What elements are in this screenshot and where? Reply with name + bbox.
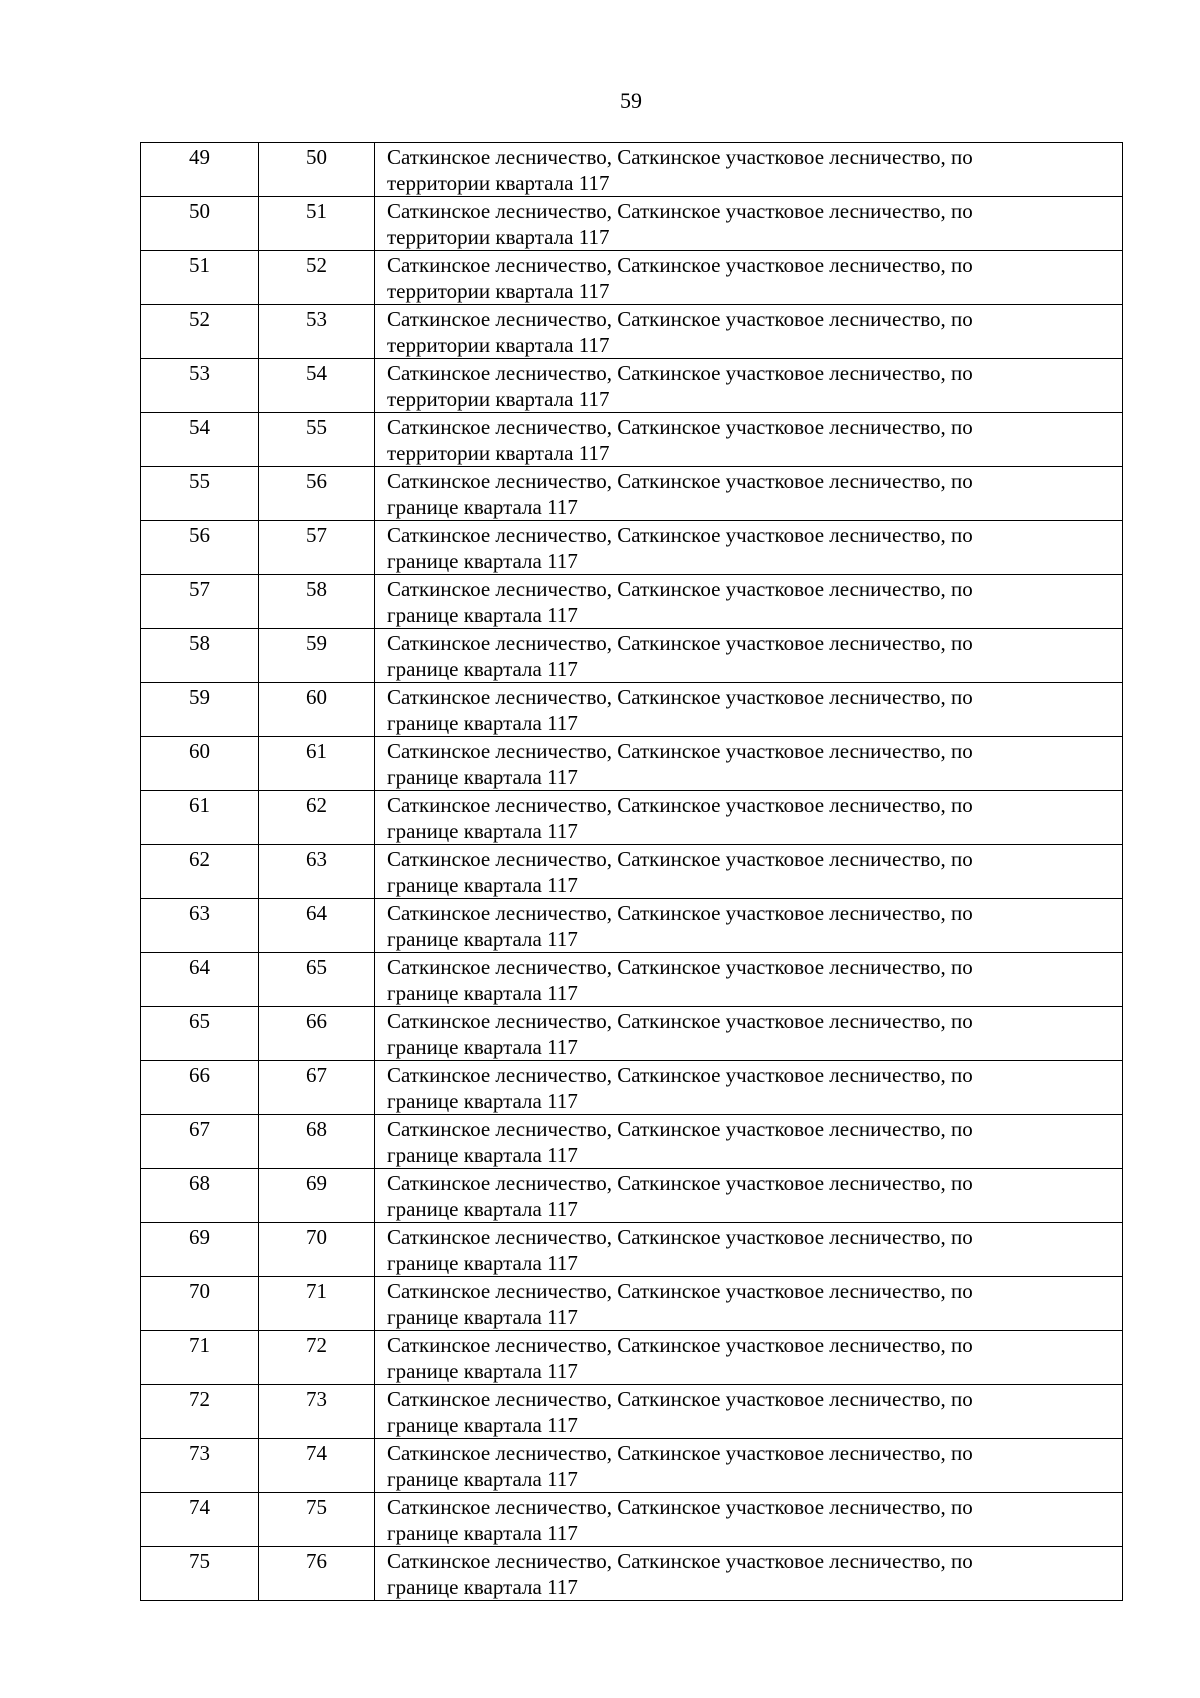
table-row <box>141 1115 1123 1169</box>
point-to-cell: 76 <box>259 1547 375 1601</box>
table-row <box>141 575 1123 629</box>
point-to-cell: 51 <box>259 197 375 251</box>
description-line-1: Саткинское лесничество, Саткинское участковое лесничество, по <box>387 415 973 439</box>
table-row <box>141 143 1123 197</box>
table-row <box>141 1547 1123 1601</box>
point-from-cell: 54 <box>141 413 259 467</box>
point-from-cell: 70 <box>141 1277 259 1331</box>
table-row <box>141 197 1123 251</box>
point-from-cell: 51 <box>141 251 259 305</box>
description-line-2: границе квартала 117 <box>387 1035 578 1059</box>
description-line-1: Саткинское лесничество, Саткинское участковое лесничество, по <box>387 145 973 169</box>
description-cell <box>375 197 1123 251</box>
description-line-1: Саткинское лесничество, Саткинское участковое лесничество, по <box>387 253 973 277</box>
description-line-1: Саткинское лесничество, Саткинское участковое лесничество, по <box>387 1495 973 1519</box>
description-line-2: границе квартала 117 <box>387 1089 578 1113</box>
point-to-cell: 71 <box>259 1277 375 1331</box>
description-line-2: границе квартала 117 <box>387 1251 578 1275</box>
boundary-table <box>140 142 1123 1601</box>
table-row <box>141 359 1123 413</box>
description-cell <box>375 1223 1123 1277</box>
point-from-cell: 58 <box>141 629 259 683</box>
description-cell <box>375 251 1123 305</box>
point-from-cell: 68 <box>141 1169 259 1223</box>
description-cell <box>375 1331 1123 1385</box>
description-line-2: границе квартала 117 <box>387 711 578 735</box>
description-line-1: Саткинское лесничество, Саткинское участковое лесничество, по <box>387 307 973 331</box>
table-row <box>141 1061 1123 1115</box>
description-cell <box>375 1385 1123 1439</box>
point-to-cell: 64 <box>259 899 375 953</box>
description-cell <box>375 1439 1123 1493</box>
description-line-2: границе квартала 117 <box>387 1359 578 1383</box>
description-line-2: границе квартала 117 <box>387 1305 578 1329</box>
table-row <box>141 1007 1123 1061</box>
description-cell <box>375 1115 1123 1169</box>
table-row <box>141 1277 1123 1331</box>
description-line-1: Саткинское лесничество, Саткинское участковое лесничество, по <box>387 847 973 871</box>
table-row <box>141 737 1123 791</box>
point-to-cell: 58 <box>259 575 375 629</box>
point-to-cell: 66 <box>259 1007 375 1061</box>
description-line-2: границе квартала 117 <box>387 1413 578 1437</box>
point-to-cell: 63 <box>259 845 375 899</box>
point-from-cell: 59 <box>141 683 259 737</box>
table-row <box>141 413 1123 467</box>
description-cell <box>375 683 1123 737</box>
description-cell <box>375 143 1123 197</box>
description-cell <box>375 1547 1123 1601</box>
description-line-2: границе квартала 117 <box>387 981 578 1005</box>
point-from-cell: 49 <box>141 143 259 197</box>
point-to-cell: 52 <box>259 251 375 305</box>
description-line-1: Саткинское лесничество, Саткинское участковое лесничество, по <box>387 1441 973 1465</box>
point-from-cell: 52 <box>141 305 259 359</box>
description-line-2: границе квартала 117 <box>387 1575 578 1599</box>
description-line-2: границе квартала 117 <box>387 603 578 627</box>
description-line-1: Саткинское лесничество, Саткинское участковое лесничество, по <box>387 1279 973 1303</box>
point-to-cell: 68 <box>259 1115 375 1169</box>
description-line-2: границе квартала 117 <box>387 657 578 681</box>
point-to-cell: 54 <box>259 359 375 413</box>
table-row <box>141 1169 1123 1223</box>
table-body <box>141 143 1123 1601</box>
point-to-cell: 72 <box>259 1331 375 1385</box>
description-line-2: границе квартала 117 <box>387 495 578 519</box>
description-line-1: Саткинское лесничество, Саткинское участковое лесничество, по <box>387 577 973 601</box>
point-to-cell: 61 <box>259 737 375 791</box>
description-line-2: границе квартала 117 <box>387 1521 578 1545</box>
description-line-1: Саткинское лесничество, Саткинское участковое лесничество, по <box>387 1117 973 1141</box>
description-line-1: Саткинское лесничество, Саткинское участковое лесничество, по <box>387 1009 973 1033</box>
description-line-1: Саткинское лесничество, Саткинское участковое лесничество, по <box>387 739 973 763</box>
point-to-cell: 65 <box>259 953 375 1007</box>
point-from-cell: 69 <box>141 1223 259 1277</box>
description-line-2: территории квартала 117 <box>387 225 610 249</box>
description-cell <box>375 953 1123 1007</box>
point-to-cell: 73 <box>259 1385 375 1439</box>
description-line-1: Саткинское лесничество, Саткинское участковое лесничество, по <box>387 1225 973 1249</box>
description-line-1: Саткинское лесничество, Саткинское участковое лесничество, по <box>387 685 973 709</box>
description-line-2: территории квартала 117 <box>387 333 610 357</box>
description-cell <box>375 1493 1123 1547</box>
point-from-cell: 60 <box>141 737 259 791</box>
point-from-cell: 63 <box>141 899 259 953</box>
table-row <box>141 1385 1123 1439</box>
description-line-1: Саткинское лесничество, Саткинское участковое лесничество, по <box>387 1063 973 1087</box>
point-to-cell: 74 <box>259 1439 375 1493</box>
point-to-cell: 53 <box>259 305 375 359</box>
description-cell <box>375 1277 1123 1331</box>
description-line-2: территории квартала 117 <box>387 171 610 195</box>
table-row <box>141 899 1123 953</box>
point-to-cell: 70 <box>259 1223 375 1277</box>
point-from-cell: 75 <box>141 1547 259 1601</box>
description-line-2: территории квартала 117 <box>387 387 610 411</box>
point-from-cell: 66 <box>141 1061 259 1115</box>
table-row <box>141 953 1123 1007</box>
description-cell <box>375 521 1123 575</box>
point-from-cell: 71 <box>141 1331 259 1385</box>
description-line-1: Саткинское лесничество, Саткинское участковое лесничество, по <box>387 469 973 493</box>
description-line-1: Саткинское лесничество, Саткинское участковое лесничество, по <box>387 199 973 223</box>
description-line-1: Саткинское лесничество, Саткинское участковое лесничество, по <box>387 1333 973 1357</box>
table-row <box>141 629 1123 683</box>
description-cell <box>375 845 1123 899</box>
point-to-cell: 67 <box>259 1061 375 1115</box>
description-line-1: Саткинское лесничество, Саткинское участковое лесничество, по <box>387 361 973 385</box>
point-from-cell: 65 <box>141 1007 259 1061</box>
point-from-cell: 62 <box>141 845 259 899</box>
description-line-1: Саткинское лесничество, Саткинское участковое лесничество, по <box>387 793 973 817</box>
description-cell <box>375 1061 1123 1115</box>
description-cell <box>375 467 1123 521</box>
description-line-2: границе квартала 117 <box>387 1143 578 1167</box>
description-cell <box>375 791 1123 845</box>
point-to-cell: 56 <box>259 467 375 521</box>
table-row <box>141 251 1123 305</box>
description-line-1: Саткинское лесничество, Саткинское участковое лесничество, по <box>387 955 973 979</box>
table-row <box>141 845 1123 899</box>
description-line-2: границе квартала 117 <box>387 1197 578 1221</box>
point-from-cell: 55 <box>141 467 259 521</box>
description-line-2: территории квартала 117 <box>387 441 610 465</box>
point-from-cell: 56 <box>141 521 259 575</box>
description-line-2: границе квартала 117 <box>387 927 578 951</box>
point-from-cell: 61 <box>141 791 259 845</box>
description-cell <box>375 575 1123 629</box>
point-to-cell: 60 <box>259 683 375 737</box>
description-line-2: границе квартала 117 <box>387 765 578 789</box>
description-cell <box>375 899 1123 953</box>
description-line-2: границе квартала 117 <box>387 1467 578 1491</box>
description-line-2: границе квартала 117 <box>387 549 578 573</box>
table-row <box>141 1331 1123 1385</box>
description-cell <box>375 1007 1123 1061</box>
description-line-1: Саткинское лесничество, Саткинское участковое лесничество, по <box>387 1171 973 1195</box>
point-from-cell: 74 <box>141 1493 259 1547</box>
point-to-cell: 62 <box>259 791 375 845</box>
point-to-cell: 69 <box>259 1169 375 1223</box>
table-row <box>141 1439 1123 1493</box>
point-from-cell: 64 <box>141 953 259 1007</box>
table-row <box>141 1493 1123 1547</box>
description-cell <box>375 1169 1123 1223</box>
description-line-1: Саткинское лесничество, Саткинское участковое лесничество, по <box>387 901 973 925</box>
point-from-cell: 67 <box>141 1115 259 1169</box>
point-from-cell: 72 <box>141 1385 259 1439</box>
point-to-cell: 55 <box>259 413 375 467</box>
description-cell <box>375 413 1123 467</box>
table-row <box>141 305 1123 359</box>
description-cell <box>375 737 1123 791</box>
description-cell <box>375 305 1123 359</box>
table-row <box>141 467 1123 521</box>
description-line-2: территории квартала 117 <box>387 279 610 303</box>
table-row <box>141 791 1123 845</box>
description-line-2: границе квартала 117 <box>387 819 578 843</box>
description-cell <box>375 359 1123 413</box>
description-cell <box>375 629 1123 683</box>
description-line-1: Саткинское лесничество, Саткинское участковое лесничество, по <box>387 1549 973 1573</box>
point-to-cell: 50 <box>259 143 375 197</box>
description-line-1: Саткинское лесничество, Саткинское участковое лесничество, по <box>387 523 973 547</box>
point-to-cell: 59 <box>259 629 375 683</box>
point-from-cell: 53 <box>141 359 259 413</box>
point-from-cell: 73 <box>141 1439 259 1493</box>
description-line-1: Саткинское лесничество, Саткинское участковое лесничество, по <box>387 1387 973 1411</box>
point-from-cell: 57 <box>141 575 259 629</box>
page-number: 59 <box>620 88 642 113</box>
point-to-cell: 57 <box>259 521 375 575</box>
description-line-1: Саткинское лесничество, Саткинское участковое лесничество, по <box>387 631 973 655</box>
table-row <box>141 1223 1123 1277</box>
point-from-cell: 50 <box>141 197 259 251</box>
description-line-2: границе квартала 117 <box>387 873 578 897</box>
point-to-cell: 75 <box>259 1493 375 1547</box>
table-row <box>141 521 1123 575</box>
table-row <box>141 683 1123 737</box>
